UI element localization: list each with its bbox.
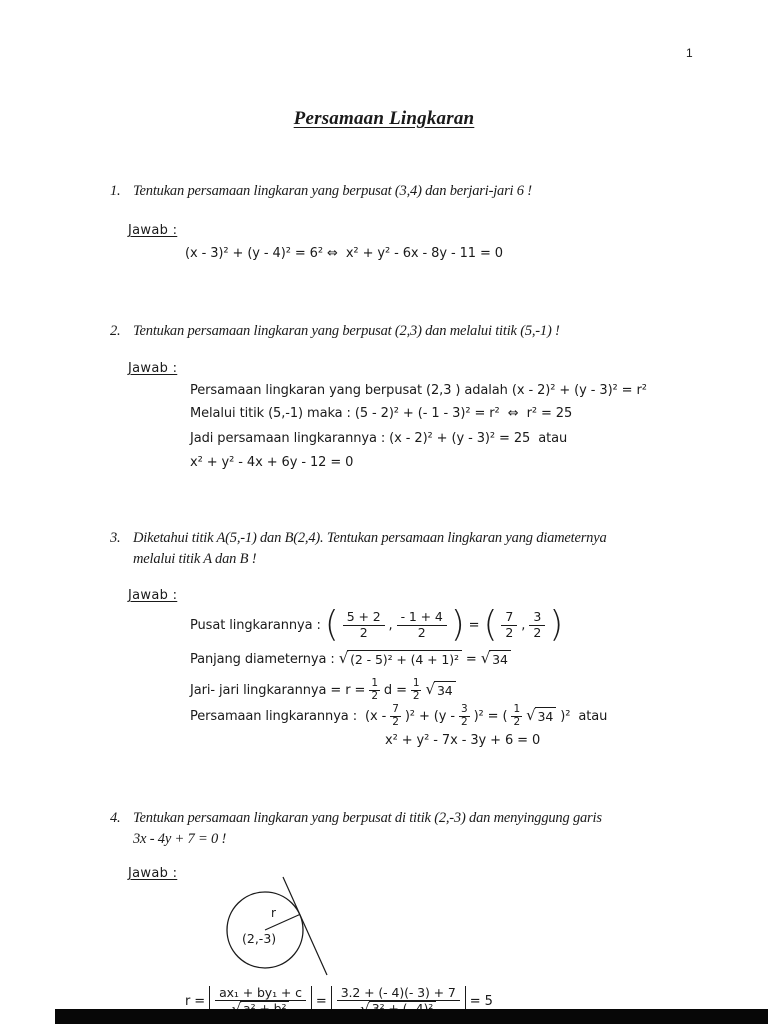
math-fragment: )² atau [560,708,608,724]
math-fragment: )² + (y - [404,708,455,724]
problem-4-question [133,808,602,850]
problem-4 [110,808,710,850]
sqrt-expression [425,681,455,699]
fraction-denominator: 2 [533,624,542,640]
center-label: (2,-3) [242,931,277,946]
problem-2-answer-line-3: Jadi persamaan lingkarannya : (x - 2)² + (y - 3)² = 25 atau [190,431,568,446]
comma: , [388,617,393,633]
fraction-numerator: 5 + 2 [343,610,385,625]
tangent-circle-diagram [213,870,378,988]
radicand: 34 [434,681,456,699]
problem-2 [110,321,710,342]
problem-4-jawab-label: Jawab : [128,866,178,881]
fraction [529,610,545,640]
equals-sign: = [468,617,480,633]
radical-sign: √ [526,706,536,725]
problem-2-answer-line-4: x² + y² - 4x + 6y - 12 = 0 [190,455,354,470]
fraction-denominator: 2 [359,624,368,640]
problem-3-final-equation: x² + y² - 7x - 3y + 6 = 0 [385,733,541,748]
problem-4-number: 4. [110,810,121,826]
problem-3-question [133,528,607,570]
problem-3-radius-line [190,678,456,702]
fraction-denominator: 2 [513,715,521,728]
fraction [397,610,447,640]
problem-1 [110,181,710,202]
fraction-numerator: - 1 + 4 [397,610,447,625]
problem-2-number: 2. [110,323,121,339]
problem-3 [110,528,710,570]
problem-4-question-line-1: Tentukan persamaan lingkaran yang berpusat di titik (2,-3) dan menyinggung garis [133,810,602,826]
fraction-numerator: 3 [460,703,468,715]
fraction-denominator: 2 [371,689,378,702]
problem-1-answer-equation: (x - 3)² + (y - 4)² = 6² ⇔ x² + y² - 6x - 8y - 11 = 0 [185,246,503,261]
fraction-numerator: 3.2 + (- 4)(- 3) + 7 [337,986,460,1001]
math-label: Panjang diameternya : [190,651,335,667]
formula-lhs: r = [185,994,206,1010]
math-label: Persamaan lingkarannya : (x - [190,708,387,724]
fraction-numerator: 1 [371,677,378,689]
sqrt-expression [526,707,556,725]
radical-sign: √ [480,649,491,667]
radicand: 34 [535,707,557,725]
fraction-numerator: 1 [412,677,420,689]
fraction-numerator: 1 [513,703,521,715]
fraction [511,704,522,728]
fraction [343,610,385,640]
fraction [390,704,401,728]
fraction-numerator: 7 [501,610,517,625]
fraction [411,678,422,702]
problem-2-jawab-label: Jawab : [128,361,178,376]
radicand: (2 - 5)² + (4 + 1)² [347,650,462,668]
problem-3-center-line [190,604,564,645]
fraction-denominator: 2 [417,624,426,640]
sqrt-expression [339,650,462,668]
problem-3-question-line-1: Diketahui titik A(5,-1) dan B(2,4). Tentukan persamaan lingkaran yang diameternya [133,530,607,546]
radical-sign: √ [338,649,349,667]
tangent-line [283,877,327,975]
fraction-denominator: 2 [460,715,468,728]
fraction-numerator: ax₁ + by₁ + c [215,986,306,1001]
problem-2-answer-line-1: Persamaan lingkaran yang berpusat (2,3 ) adalah (x - 2)² + (y - 3)² = r² [190,383,647,398]
big-right-paren: ) [450,604,465,645]
problem-3-diameter-line [190,650,511,668]
page-title: Persamaan Lingkaran [293,108,475,129]
problem-3-number: 3. [110,530,121,546]
comma: , [521,617,526,633]
problem-3-question-line-2: melalui titik A dan B ! [133,551,257,567]
problem-2-question: Tentukan persamaan lingkaran yang berpusat (2,3) dan melalui titik (5,-1) ! [133,323,560,339]
problem-2-answer-line-2: Melalui titik (5,-1) maka : (5 - 2)² + (- 1 - 3)² = r² ⇔ r² = 25 [190,406,573,421]
problem-3-jawab-label: Jawab : [128,588,178,603]
page-number: 1 [686,46,693,60]
fraction-denominator: 2 [412,689,420,702]
equals-sign: = [465,651,477,667]
problem-1-jawab-label: Jawab : [128,223,178,238]
problem-4-question-line-2: 3x - 4y + 7 = 0 ! [133,831,227,847]
fraction-numerator: 7 [392,703,399,715]
fraction-denominator: 2 [505,624,514,640]
fraction-denominator: 2 [392,715,399,728]
formula-result: = 5 [469,994,493,1010]
equals-sign: = [315,994,327,1010]
big-left-paren: ( [483,604,498,645]
problem-1-question: Tentukan persamaan lingkaran yang berpusat (3,4) dan berjari-jari 6 ! [133,183,532,199]
big-right-paren: ) [549,604,564,645]
problem-1-number: 1. [110,183,121,199]
radicand: 34 [489,650,511,668]
fraction [369,678,380,702]
big-left-paren: ( [324,604,339,645]
problem-3-equation-line [190,704,607,728]
page-bottom-edge [55,1009,768,1024]
math-fragment: )² = ( [473,708,508,724]
radius-label: r [271,906,276,920]
sqrt-expression [481,650,511,668]
radical-sign: √ [425,680,435,699]
fraction [459,704,470,728]
fraction [501,610,517,640]
math-label: Pusat lingkarannya : [190,617,321,633]
math-fragment: d = [383,682,407,698]
fraction-numerator: 3 [529,610,545,625]
math-label: Jari- jari lingkarannya = r = [190,682,366,698]
